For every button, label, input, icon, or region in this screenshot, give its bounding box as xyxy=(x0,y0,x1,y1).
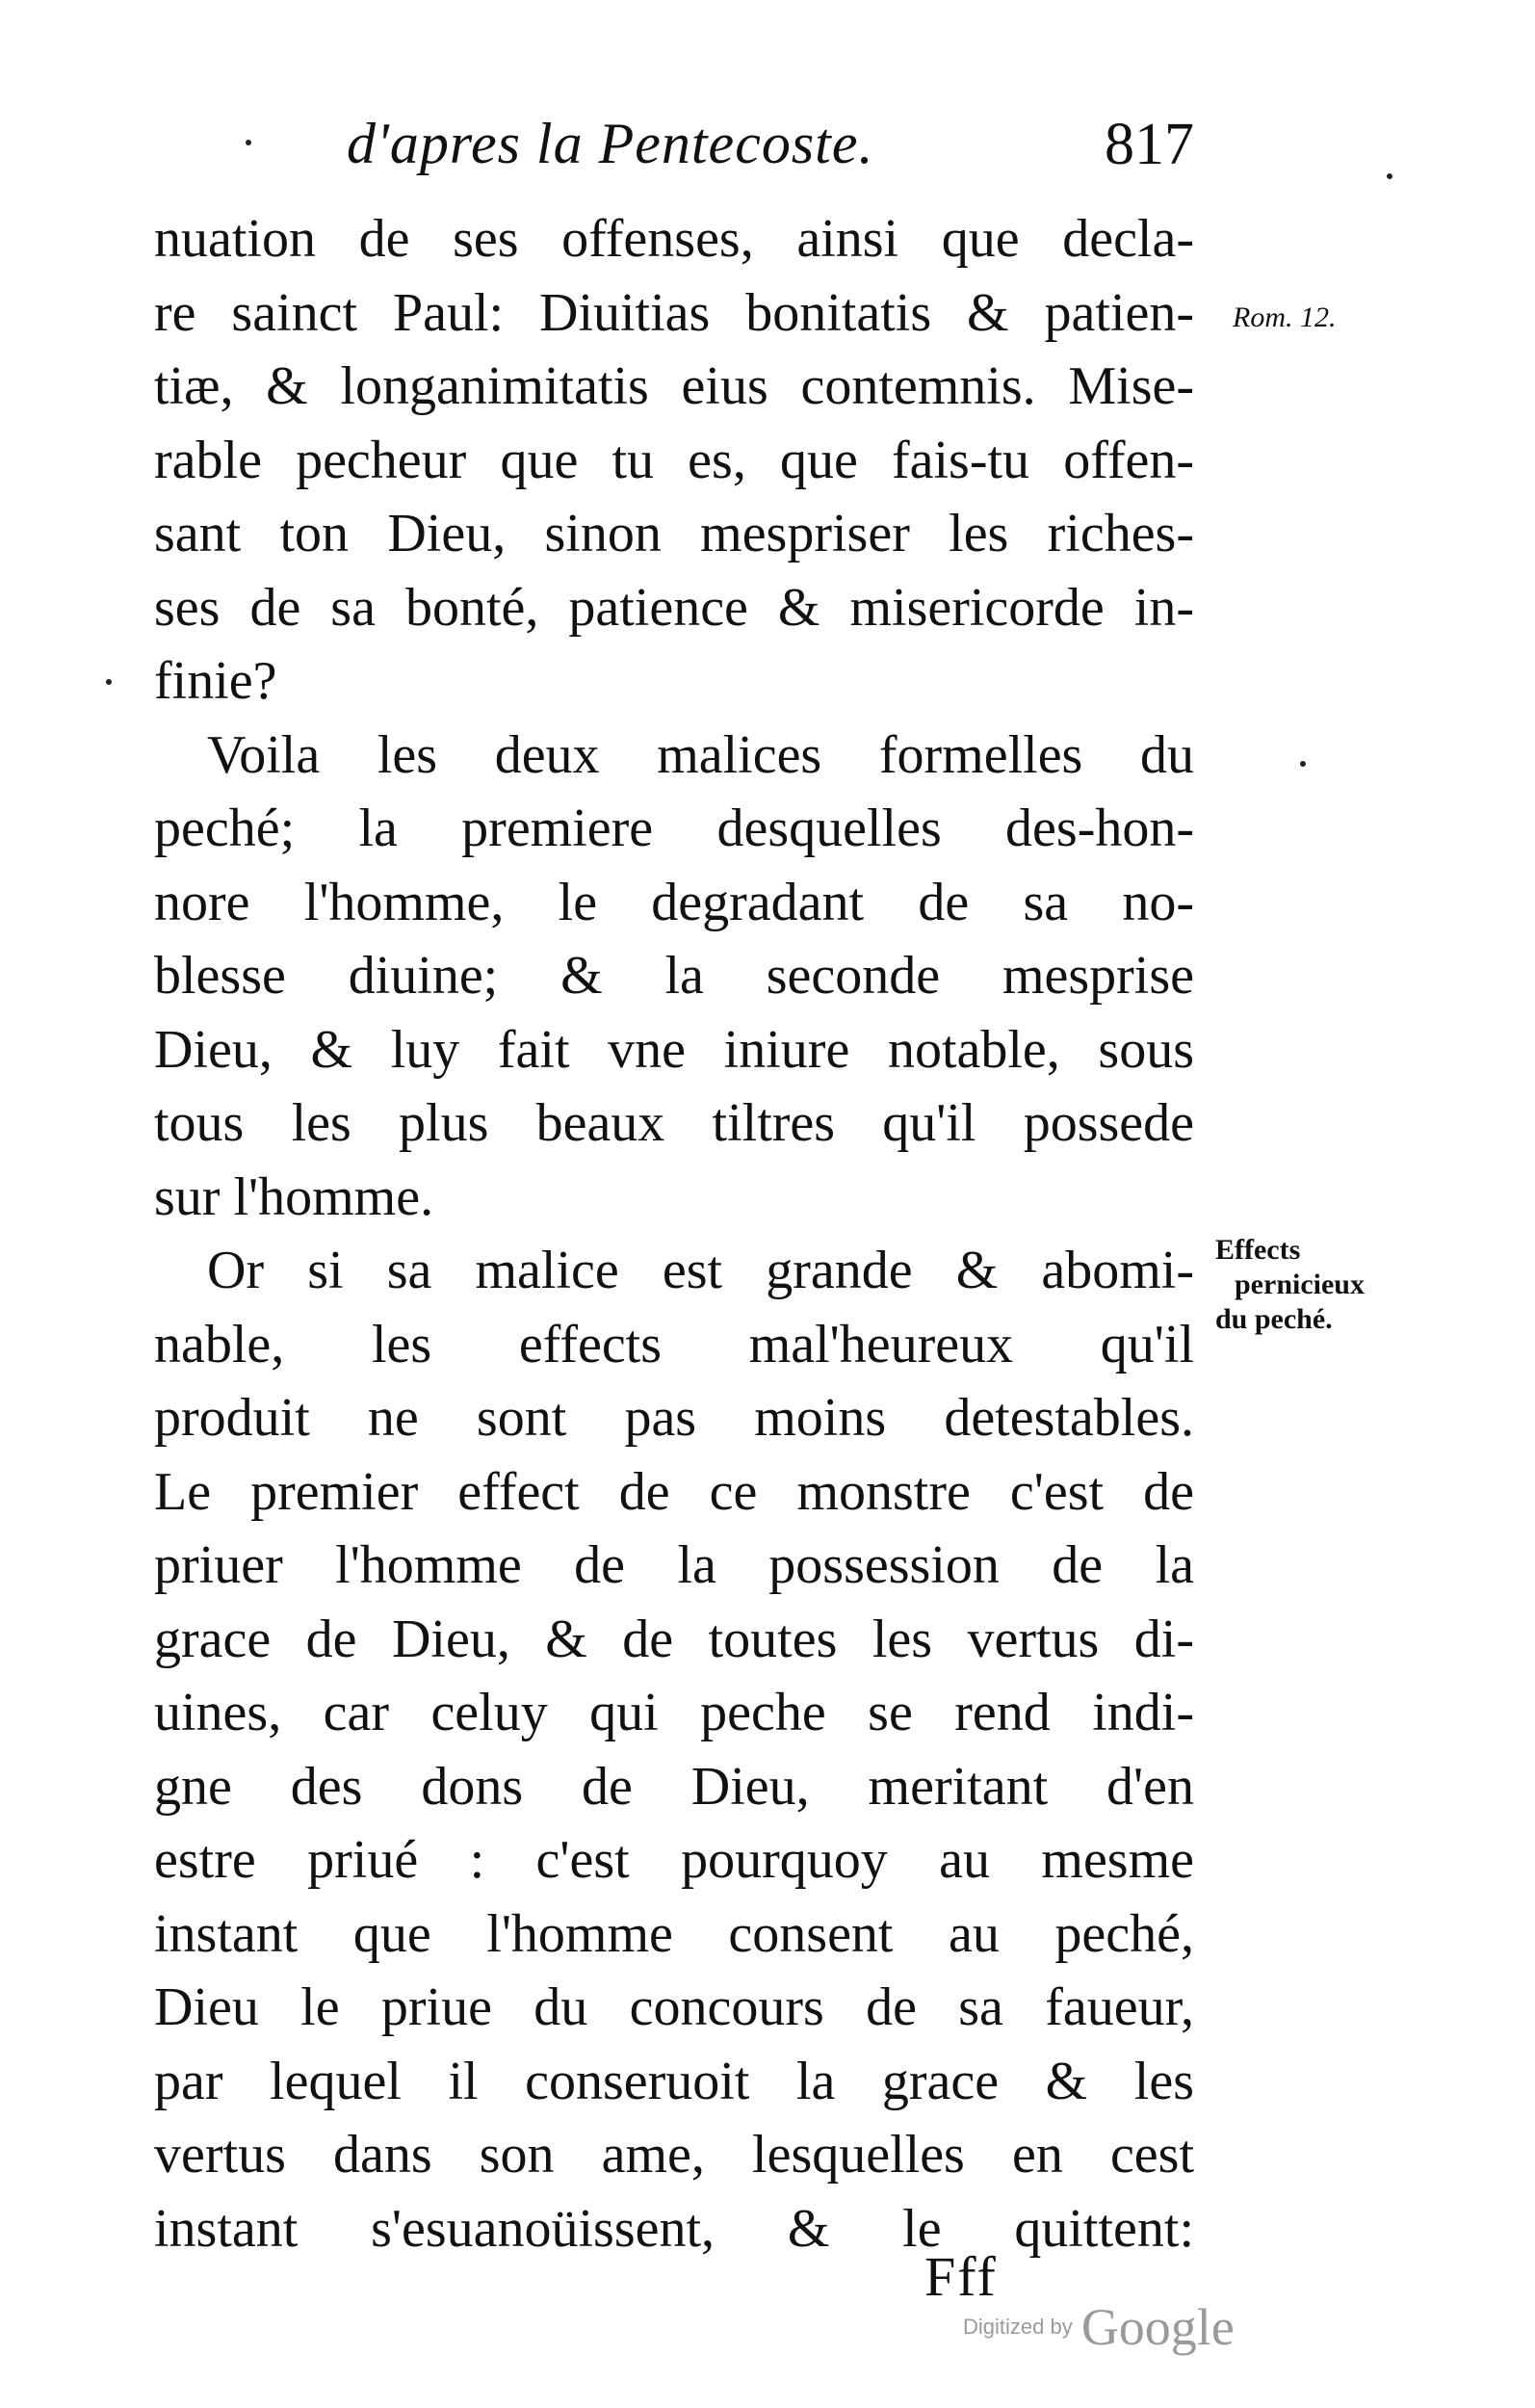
margin-note-line: Effects xyxy=(1215,1234,1301,1266)
digitized-watermark xyxy=(963,2297,1235,2357)
text-line: gne des dons de Dieu, meritant d'en xyxy=(154,1756,1194,1817)
scan-speck xyxy=(1300,761,1306,767)
text-line: produit ne sont pas moins detestables. xyxy=(154,1388,1194,1448)
scan-speck xyxy=(246,140,251,145)
text-line: nable, les effects mal'heureux qu'il xyxy=(154,1314,1194,1374)
text-line: nuation de ses offenses, ainsi que decla- xyxy=(154,209,1194,269)
text-line: tous les plus beaux tiltres qu'il possede xyxy=(154,1093,1194,1153)
text-line: estre priué : c'est pourquoy au mesme xyxy=(154,1830,1194,1890)
margin-note-line: pernicieux xyxy=(1235,1269,1365,1300)
text-line: vertus dans son ame, lesquelles en cest xyxy=(154,2125,1194,2185)
text-line: ses de sa bonté, patience & misericorde in- xyxy=(154,577,1194,638)
page-number: 817 xyxy=(1105,112,1194,177)
text-line: sant ton Dieu, sinon mespriser les riches- xyxy=(154,504,1194,563)
text-line: re sainct Paul: Diuitias bonitatis & patien- xyxy=(154,282,1194,343)
text-line: Dieu, & luy fait vne iniure notable, sous xyxy=(154,1019,1194,1080)
text-line: finie? xyxy=(154,651,277,711)
margin-note-line: du peché. xyxy=(1215,1303,1333,1335)
text-line: peché; la premiere desquelles des-hon- xyxy=(154,798,1194,858)
text-line: instant s'esuanoüissent, & le quittent: xyxy=(154,2198,1194,2259)
scan-speck xyxy=(106,679,112,685)
text-line: Le premier effect de ce monstre c'est de xyxy=(154,1461,1194,1522)
text-line: instant que l'homme consent au peché, xyxy=(154,1903,1194,1964)
scan-speck xyxy=(1387,173,1392,179)
text-line: uines, car celuy qui peche se rend indi- xyxy=(154,1683,1194,1742)
margin-note-scripture-reference: Rom. 12. xyxy=(1233,301,1337,333)
running-title: d'apres la Pentecoste. xyxy=(347,112,874,175)
text-line: Dieu le priue du concours de sa faueur, xyxy=(154,1977,1194,2037)
signature-mark: Fff xyxy=(924,2245,998,2308)
page-header xyxy=(347,111,1194,197)
text-line: priuer l'homme de la possession de la xyxy=(154,1535,1194,1595)
text-line: rable pecheur que tu es, que fais-tu offen- xyxy=(154,430,1194,490)
text-line: tiæ, & longanimitatis eius contemnis. Mise- xyxy=(154,356,1194,416)
text-line: Or si sa malice est grande & abomi- xyxy=(207,1241,1194,1300)
margin-note-effects xyxy=(1215,1233,1365,1337)
text-line: blesse diuine; & la seconde mesprise xyxy=(154,946,1194,1006)
text-line: Voila les deux malices formelles du xyxy=(207,724,1194,785)
body-text xyxy=(154,202,1194,2265)
text-line: grace de Dieu, & de toutes les vertus di- xyxy=(154,1609,1194,1669)
text-line: par lequel il conseruoit la grace & les xyxy=(154,2051,1194,2111)
watermark-prefix: Digitized by xyxy=(963,2315,1073,2339)
text-line: nore l'homme, le degradant de sa no- xyxy=(154,872,1194,932)
text-line: sur l'homme. xyxy=(154,1166,434,1227)
google-logo: Google xyxy=(1080,2298,1235,2356)
